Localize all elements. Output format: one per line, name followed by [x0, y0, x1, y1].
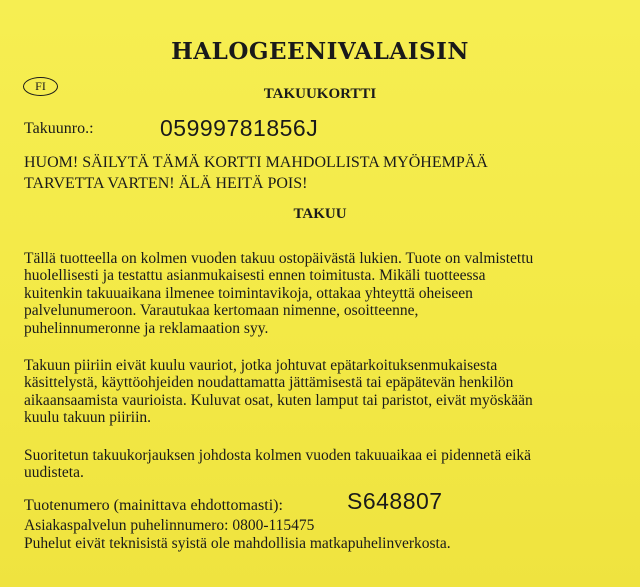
paragraph-line: Takuun piiriin eivät kuulu vauriot, jotka johtuvat epätarkoituksenmukaisesta — [24, 357, 498, 374]
paragraph-line: huolellisesti ja testattu asianmukaisesti ennen toimitusta. Mikäli tuotteessa — [24, 267, 486, 285]
paragraph-line: puhelinnumeronne ja reklamaation syy. — [24, 319, 269, 337]
product-number-value: S648807 — [347, 488, 443, 514]
customer-service-phone: Asiakaspalvelun puhelinnumero: 0800-115475 — [24, 517, 315, 534]
notice-line: TARVETTA VARTEN! ÄLÄ HEITÄ POIS! — [24, 175, 308, 192]
paragraph-line: kuitenkin takuuaikana ilmenee toimintavikoja, ottakaa yhteyttä oheiseen — [24, 284, 473, 302]
warranty-paragraph-exclusions — [24, 357, 624, 427]
notice-line: HUOM! SÄILYTÄ TÄMÄ KORTTI MAHDOLLISTA MYÖHEMPÄÄ — [24, 154, 488, 171]
warranty-paragraph-terms — [24, 250, 624, 337]
warranty-paragraph-extension — [24, 447, 624, 482]
paragraph-line: Tällä tuotteella on kolmen vuoden takuu ostopäivästä lukien. Tuote on valmistettu — [24, 250, 534, 267]
card-subtitle: TAKUUKORTTI — [263, 86, 377, 102]
paragraph-line: käsittelystä, käyttöohjeiden noudattamatta jättämisestä tai epäpätevän henkilön — [24, 374, 514, 392]
product-number-label: Tuotenumero (mainittava ehdottomasti): — [24, 497, 283, 514]
paragraph-line: Suoritetun takuukorjauksen johdosta kolmen vuoden takuuaikaa ei pidennetä eikä — [24, 447, 532, 464]
serial-number-value: 05999781856J — [160, 115, 319, 141]
paragraph-line: kuulu takuun piiriin. — [24, 409, 152, 427]
paragraph-line: aikaansaamista vaurioista. Kuluvat osat, kuten lamput tai paristot, eivät myöskään — [24, 391, 533, 409]
serial-number-label: Takuunro.: — [24, 120, 94, 137]
paragraph-line: uudisteta. — [24, 464, 84, 482]
mobile-network-note: Puhelut eivät teknisistä syistä ole mahdollisia matkapuhelinverkosta. — [24, 535, 451, 552]
paragraph-line: palvelunumeroon. Varautukaa kertomaan nimenne, osoitteenne, — [24, 302, 419, 320]
country-badge: FI — [23, 77, 58, 96]
warranty-section-title: TAKUU — [293, 206, 347, 222]
product-title: HALOGEENIVALAISIN — [171, 38, 469, 65]
keep-card-notice — [24, 152, 624, 194]
